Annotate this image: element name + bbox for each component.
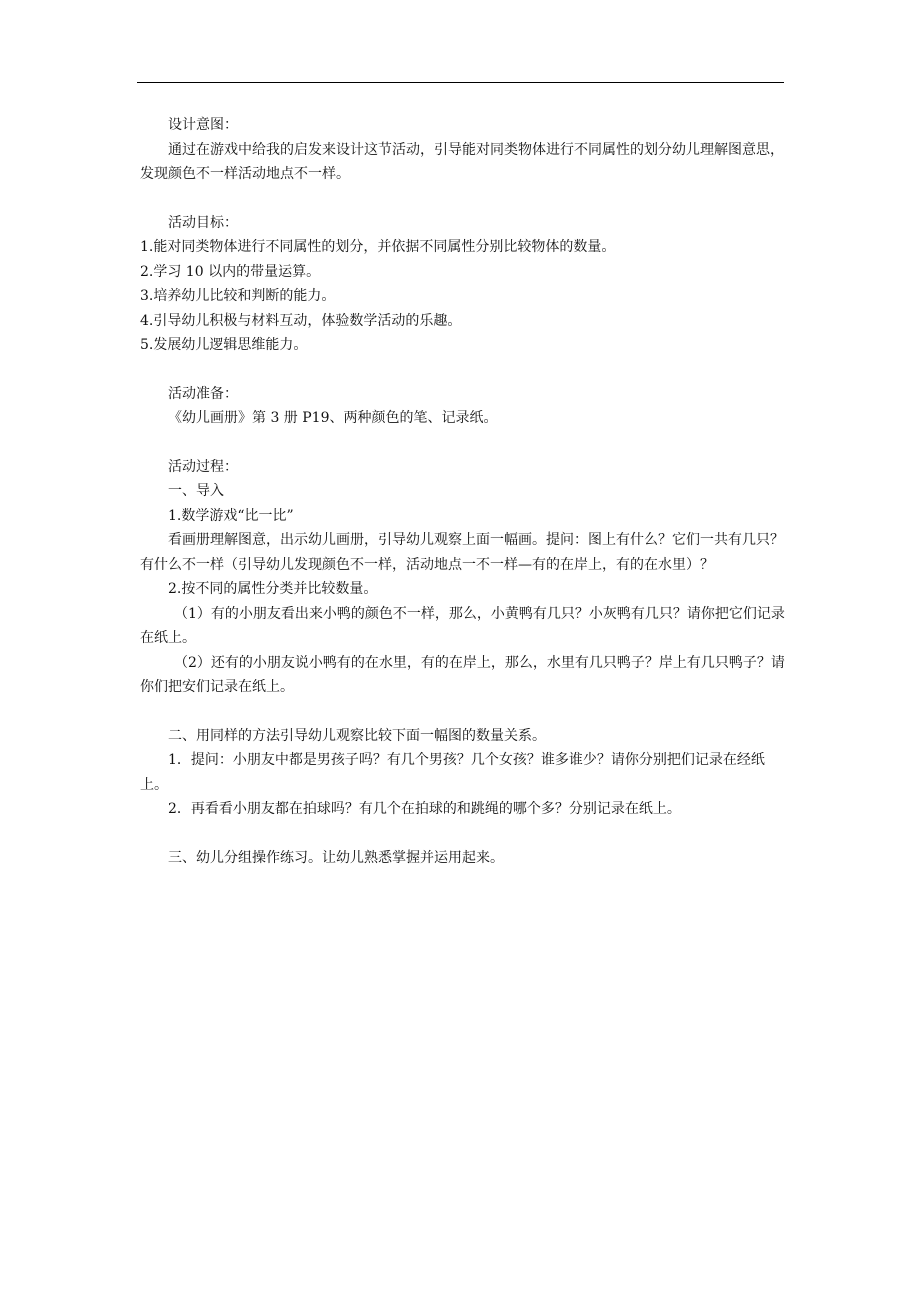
- process-sub1: （1）有的小朋友看出来小鸭的颜色不一样，那么，小黄鸭有几只？小灰鸭有几只？请你把它们记录在纸上。: [140, 605, 785, 646]
- process-part3-title: 三、幼儿分组操作练习。让幼儿熟悉掌握并运用起来。: [168, 849, 504, 866]
- objective-item: 5.发展幼儿逻辑思维能力。: [140, 337, 308, 353]
- objective-item: 3.培养幼儿比较和判断的能力。: [140, 288, 336, 304]
- objective-item: 4.引导幼儿积极与材料互动，体验数学活动的乐趣。: [140, 312, 462, 329]
- header-rule: [137, 82, 784, 83]
- spacer: [140, 431, 792, 455]
- process-part2-title: 二、用同样的方法引导幼儿观察比较下面一幅图的数量关系。: [168, 727, 546, 744]
- spacer: [140, 358, 792, 382]
- document-body: [140, 113, 792, 870]
- process-part1-title: 一、导入: [168, 483, 224, 499]
- spacer: [140, 822, 792, 846]
- process-heading: 活动过程：: [168, 458, 238, 475]
- objective-item: 1.能对同类物体进行不同属性的划分，并依据不同属性分别比较物体的数量。: [140, 239, 616, 255]
- process-classify-title: 2.按不同的属性分类并比较数量。: [168, 581, 378, 597]
- process-game-title: 1.数学游戏“比一比”: [168, 507, 294, 524]
- process-part2-item1: 1．提问：小朋友中都是男孩子吗？有几个男孩？几个女孩？谁多谁少？请你分别把们记录在经纸上。: [140, 752, 765, 793]
- process-game-body: 看画册理解图意，出示幼儿画册，引导幼儿观察上面一幅画。提问：图上有什么？它们一共有几只？有什么不一样（引导幼儿发现颜色不一样，活动地点一不一样—有的在岸上，有的在水里）？: [140, 532, 784, 573]
- design-intent-heading: 设计意图：: [168, 117, 238, 133]
- objective-item: 2.学习 10 以内的带量运算。: [140, 263, 321, 280]
- process-part2-item2: 2．再看看小朋友都在拍球吗？有几个在拍球的和跳绳的哪个多？分别记录在纸上。: [168, 801, 681, 817]
- design-intent-body: 通过在游戏中给我的启发来设计这节活动，引导能对同类物体进行不同属性的划分幼儿理解图意思，发现颜色不一样活动地点不一样。: [140, 141, 784, 182]
- preparation-body: 《幼儿画册》第 3 册 P19、两种颜色的笔、记录纸。: [168, 410, 498, 426]
- process-sub2: （2）还有的小朋友说小鸭有的在水里，有的在岸上，那么，水里有几只鸭子？岸上有几只鸭子？请你们把安们记录在纸上。: [140, 654, 785, 695]
- preparation-heading: 活动准备：: [168, 385, 238, 402]
- spacer: [140, 187, 792, 211]
- spacer: [140, 700, 792, 724]
- objectives-heading: 活动目标：: [168, 214, 238, 231]
